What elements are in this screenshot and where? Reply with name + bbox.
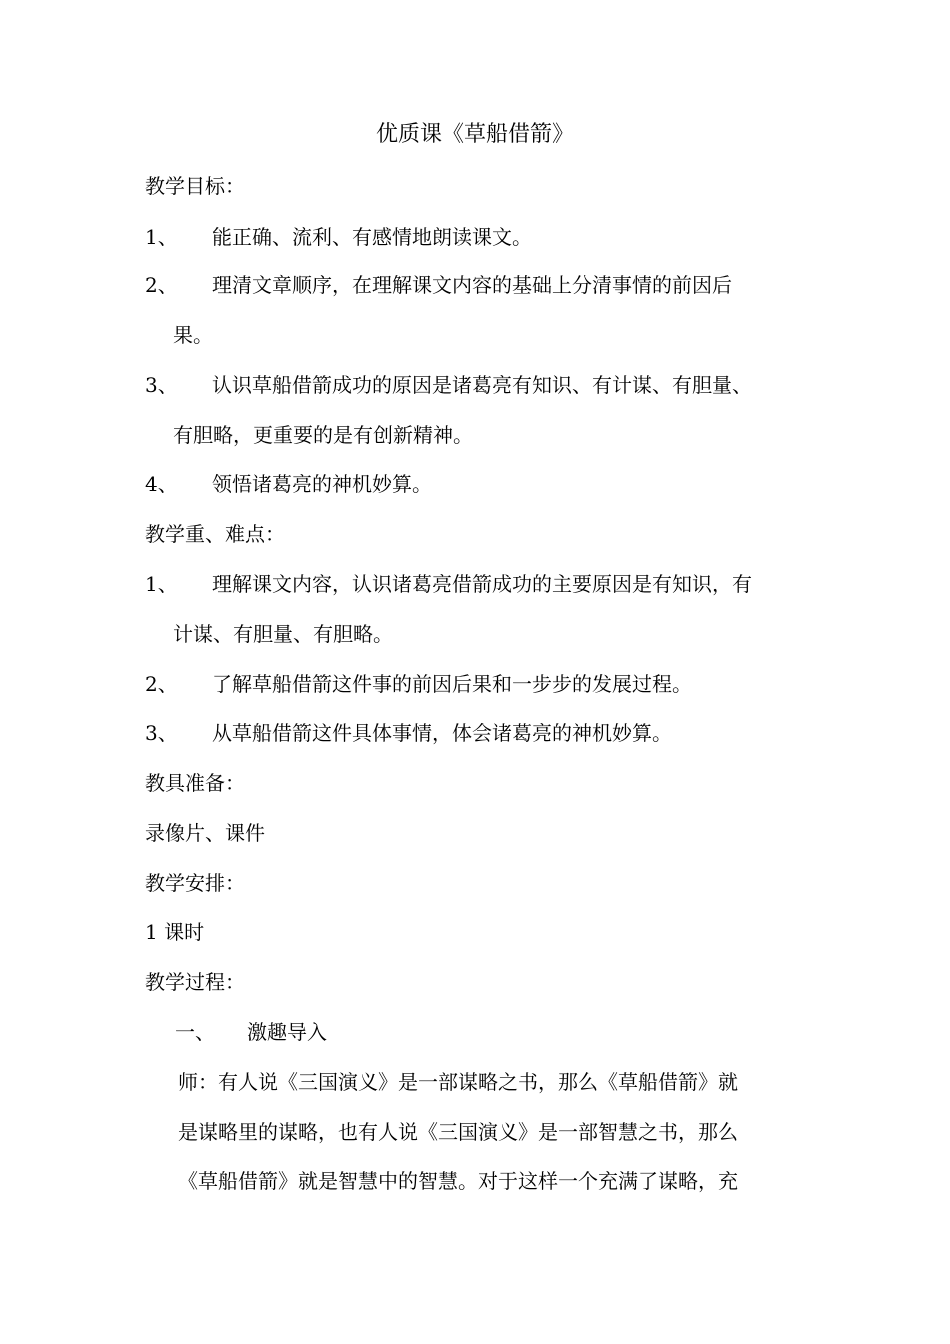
key-point-1-number: 1、 <box>145 572 178 596</box>
schedule-text: 1 课时 <box>145 920 205 944</box>
objective-1-number: 1、 <box>145 225 178 249</box>
objective-1-text: 能正确、流利、有感情地朗读课文。 <box>212 225 532 249</box>
document-title: 优质课《草船借箭》 <box>375 122 574 147</box>
process-paragraph-line-1: 师：有人说《三国演义》是一部谋略之书，那么《草船借箭》就 <box>178 1070 738 1094</box>
key-point-3-text: 从草船借箭这件具体事情，体会诸葛亮的神机妙算。 <box>212 721 672 745</box>
objective-2-text-cont: 果。 <box>173 323 213 347</box>
objective-3-number: 3、 <box>145 373 178 397</box>
process-section-title: 激趣导入 <box>247 1020 327 1044</box>
schedule-heading: 教学安排： <box>145 871 245 895</box>
key-point-3-number: 3、 <box>145 721 178 745</box>
process-paragraph-line-2: 是谋略里的谋略，也有人说《三国演义》是一部智慧之书，那么 <box>178 1120 738 1144</box>
process-heading: 教学过程： <box>145 970 245 994</box>
process-section-number: 一、 <box>175 1020 215 1044</box>
process-paragraph-line-3: 《草船借箭》就是智慧中的智慧。对于这样一个充满了谋略，充 <box>178 1169 738 1193</box>
key-point-2-text: 了解草船借箭这件事的前因后果和一步步的发展过程。 <box>212 672 692 696</box>
materials-text: 录像片、课件 <box>145 821 265 845</box>
key-point-1-text-cont: 计谋、有胆量、有胆略。 <box>173 622 393 646</box>
objective-2-text: 理清文章顺序，在理解课文内容的基础上分清事情的前因后 <box>212 273 732 297</box>
objective-2-number: 2、 <box>145 273 178 297</box>
objective-3-text-cont: 有胆略，更重要的是有创新精神。 <box>173 423 473 447</box>
key-point-2-number: 2、 <box>145 672 178 696</box>
objective-4-text: 领悟诸葛亮的神机妙算。 <box>212 472 432 496</box>
objective-3-text: 认识草船借箭成功的原因是诸葛亮有知识、有计谋、有胆量、 <box>212 373 752 397</box>
key-points-heading: 教学重、难点： <box>145 522 285 546</box>
objectives-heading: 教学目标： <box>145 174 245 198</box>
key-point-1-text: 理解课文内容，认识诸葛亮借箭成功的主要原因是有知识，有 <box>212 572 752 596</box>
materials-heading: 教具准备： <box>145 771 245 795</box>
objective-4-number: 4、 <box>145 472 178 496</box>
